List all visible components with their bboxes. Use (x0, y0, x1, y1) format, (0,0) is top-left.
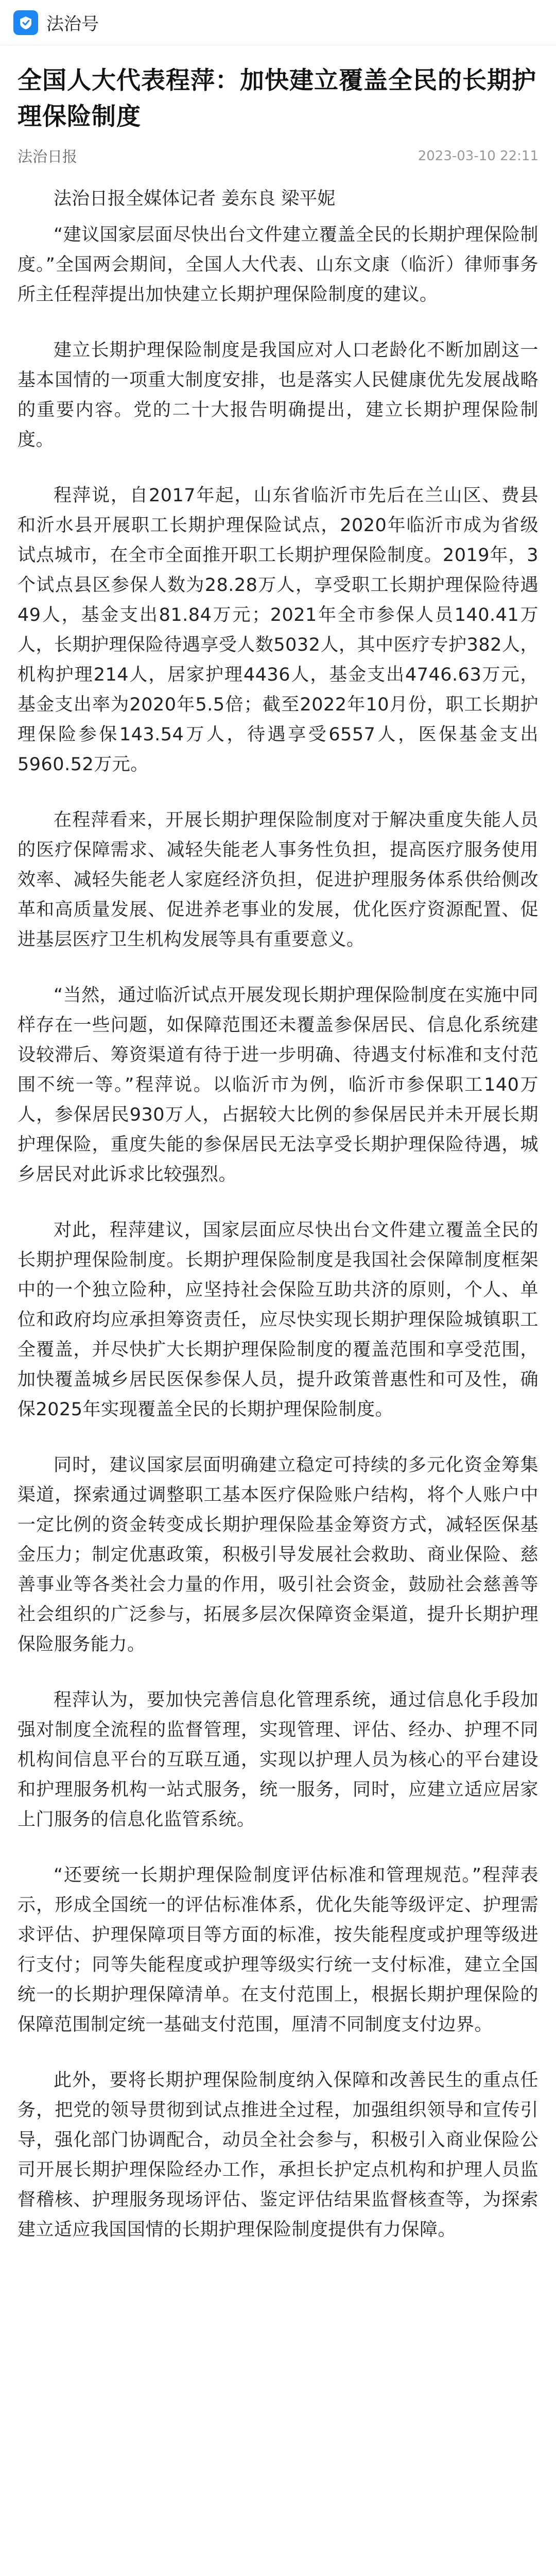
article-paragraph: 此外，要将长期护理保险制度纳入保障和改善民生的重点任务，把党的领导贯彻到试点推进全过程，加强组织领导和宣传引导，强化部门协调配合，动员全社会参与，积极引入商业保险公司开展长期护理保险经办工作，承担长护定点机构和护理人员监督稽核、护理服务现场评估、鉴定评估结果监督核查等，为探索建立适应我国国情的长期护理保险制度提供有力保障。 (18, 2070, 538, 2240)
article-meta (18, 145, 538, 166)
article-title: 全国人大代表程萍：加快建立覆盖全民的长期护理保险制度 (18, 66, 536, 131)
publish-time: 2023-03-10 22:11 (418, 148, 538, 164)
article-paragraph: 同时，建议国家层面明确建立稳定可持续的多元化资金筹集渠道，探索通过调整职工基本医疗保险账户结构，将个人账户中一定比例的资金转变成长期护理保险基金筹资方式，减轻医保基金压力；制定优惠政策，积极引导发展社会救助、商业保险、慈善事业等各类社会力量的作用，吸引社会资金，鼓励社会慈善等社会组织的广泛参与，拓展多层次保障资金渠道，提升长期护理保险服务能力。 (18, 1455, 538, 1655)
article-source[interactable]: 法治日报 (18, 148, 78, 165)
channel-name[interactable]: 法治号 (46, 14, 99, 35)
article-paragraph: 在程萍看来，开展长期护理保险制度对于解决重度失能人员的医疗保障需求、减轻失能老人事务性负担，提高医疗服务使用效率、减轻失能老人家庭经济负担，促进护理服务体系供给侧改革和高质量发展、促进养老事业的发展，优化医疗资源配置、促进基层医疗卫生机构发展等具有重要意义。 (18, 810, 538, 950)
article-paragraph: “建议国家层面尽快出台文件建立覆盖全民的长期护理保险制度。”全国两会期间，全国人大代表、山东文康（临沂）律师事务所主任程萍提出加快建立长期护理保险制度的建议。 (18, 225, 538, 305)
article-paragraph: 对此，程萍建议，国家层面应尽快出台文件建立覆盖全民的长期护理保险制度。长期护理保险制度是我国社会保障制度框架中的一个独立险种，应坚持社会保险互助共济的原则，个人、单位和政府均应承担筹资责任，应尽快实现长期护理保险城镇职工全覆盖，并尽快扩大长期护理保险制度的覆盖范围和享受范围，加快覆盖城乡居民医保参保人员，提升政策普惠性和可及性，确保2025年实现覆盖全民的长期护理保险制度。 (18, 1220, 538, 1420)
article-paragraph: “还要统一长期护理保险制度评估标准和管理规范。”程萍表示，形成全国统一的评估标准体系，优化失能等级评定、护理需求评估、护理保障项目等方面的标准，按失能程度或护理等级进行支付；同等失能程度或护理等级实行统一支付标准，建立全国统一的长期护理保障清单。在支付范围上，根据长期护理保险的保障范围制定统一基础支付范围，厘清不同制度支付边界。 (18, 1865, 538, 2035)
article-paragraph: “当然，通过临沂试点开展发现长期护理保险制度在实施中同样存在一些问题，如保障范围还未覆盖参保居民、信息化系统建设较滞后、筹资渠道有待于进一步明确、待遇支付标准和支付范围不统一等。”程萍说。以临沂市为例，临沂市参保职工140万人，参保居民930万人，占据较大比例的参保居民并未开展长期护理保险，重度失能的参保居民无法享受长期护理保险待遇，城乡居民对此诉求比较强烈。 (18, 985, 538, 1185)
channel-header (0, 0, 556, 45)
article-paragraph: 建立长期护理保险制度是我国应对人口老龄化不断加剧这一基本国情的一项重大制度安排，也是落实人民健康优先发展战略的重要内容。党的二十大报告明确提出，建立长期护理保险制度。 (18, 340, 538, 450)
article-body (0, 45, 556, 2245)
article-paragraph: 程萍认为，要加快完善信息化管理系统，通过信息化手段加强对制度全流程的监督管理，实现管理、评估、经办、护理不同机构间信息平台的互联互通，实现以护理人员为核心的平台建设和护理服务机构一站式服务，统一服务，同时，应建立适应居家上门服务的信息化监管系统。 (18, 1690, 538, 1830)
channel-logo-icon[interactable] (13, 10, 38, 35)
article-paragraph: 程萍说，自2017年起，山东省临沂市先后在兰山区、费县和沂水县开展职工长期护理保险试点，2020年临沂市成为省级试点城市，在全市全面推开职工长期护理保险制度。2019年，3个试点县区参保人数为28.28万人，享受职工长期护理保险待遇49人，基金支出81.84万元；2021年全市参保人员140.41万人，长期护理保险待遇享受人数5032人，其中医疗专护382人，机构护理214人，居家护理4436人，基金支出4746.63万元，基金支出率为2020年5.5倍；截至2022年10月份，职工长期护理保险参保143.54万人，待遇享受6557人，医保基金支出5960.52万元。 (18, 485, 538, 775)
article-byline: 法治日报全媒体记者 姜东良 梁平妮 (54, 189, 336, 209)
